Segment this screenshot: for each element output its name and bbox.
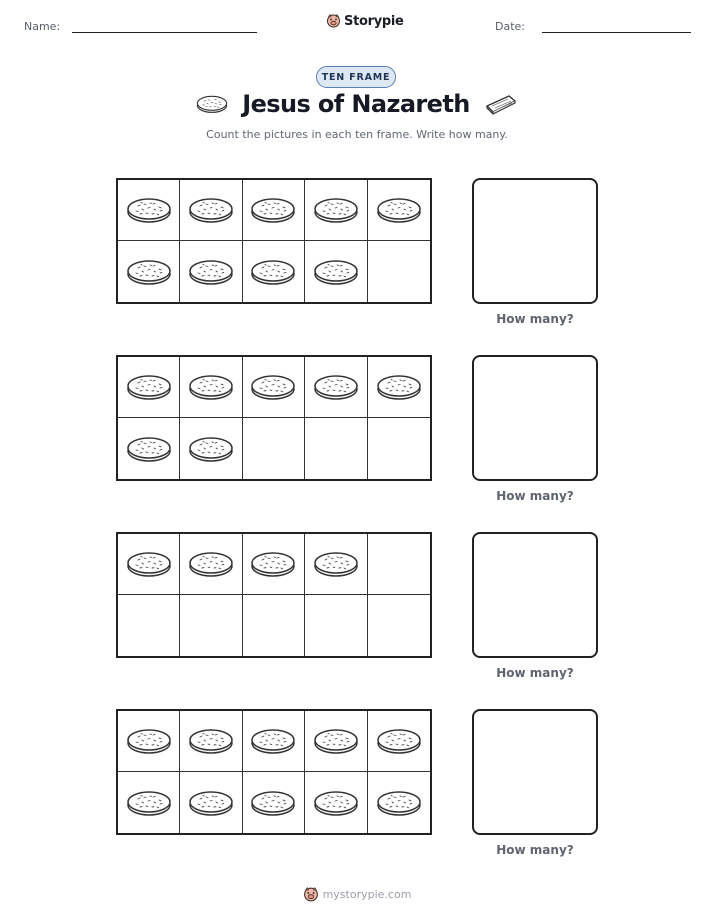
flatbread-icon [313, 789, 359, 817]
frame-cell [243, 180, 305, 241]
flatbread-icon [250, 550, 296, 578]
pig-mascot-icon [326, 13, 341, 29]
flatbread-icon [188, 550, 234, 578]
flatbread-icon [126, 789, 172, 817]
how-many-label-3: How many? [496, 666, 574, 680]
flatbread-icon [376, 789, 422, 817]
flatbread-icon [250, 789, 296, 817]
pig-mascot-icon [303, 886, 319, 903]
instructions: Count the pictures in each ten frame. Write how many. [206, 128, 508, 141]
flatbread-icon [126, 373, 172, 401]
frame-cell [180, 241, 242, 302]
flatbread-icon [126, 435, 172, 463]
how-many-label-1: How many? [496, 312, 574, 326]
frame-cell [180, 357, 242, 418]
brand-logo [326, 13, 404, 29]
flatbread-icon [126, 196, 172, 224]
flatbread-icon [196, 94, 228, 114]
brand-name: Storypie [344, 13, 404, 29]
wooden-plank-icon [484, 93, 518, 115]
frame-cell [368, 711, 430, 772]
ten-frame-4 [116, 709, 432, 835]
frame-cell [118, 357, 180, 418]
frame-cell [118, 772, 180, 833]
date-line[interactable] [542, 32, 691, 33]
how-many-label-4: How many? [496, 843, 574, 857]
date-label: Date: [495, 20, 525, 33]
frame-cell [305, 595, 367, 656]
ten-frame-badge: TEN FRAME [316, 66, 396, 88]
flatbread-icon [313, 258, 359, 286]
flatbread-icon [376, 373, 422, 401]
flatbread-icon [188, 196, 234, 224]
frame-cell [243, 357, 305, 418]
flatbread-icon [188, 435, 234, 463]
name-label: Name: [24, 20, 61, 33]
flatbread-icon [188, 789, 234, 817]
frame-cell [368, 772, 430, 833]
flatbread-icon [376, 196, 422, 224]
flatbread-icon [188, 727, 234, 755]
frame-cell [305, 534, 367, 595]
frame-cell [243, 241, 305, 302]
frame-cell [180, 595, 242, 656]
flatbread-icon [376, 727, 422, 755]
footer [0, 886, 714, 903]
frame-cell [305, 418, 367, 479]
frame-cell [243, 534, 305, 595]
frame-cell [368, 418, 430, 479]
frame-cell [368, 357, 430, 418]
flatbread-icon [126, 727, 172, 755]
frame-cell [368, 241, 430, 302]
answer-box-2[interactable] [472, 355, 598, 481]
flatbread-icon [250, 258, 296, 286]
answer-box-3[interactable] [472, 532, 598, 658]
frame-cell [305, 711, 367, 772]
frame-cell [243, 772, 305, 833]
flatbread-icon [188, 373, 234, 401]
title-row [0, 90, 714, 118]
ten-frame-1 [116, 178, 432, 304]
frame-cell [180, 534, 242, 595]
frame-cell [243, 595, 305, 656]
ten-frame-2 [116, 355, 432, 481]
footer-site: mystorypie.com [322, 888, 412, 901]
frame-cell [368, 595, 430, 656]
flatbread-icon [126, 258, 172, 286]
frame-cell [118, 180, 180, 241]
flatbread-icon [126, 550, 172, 578]
frame-cell [305, 241, 367, 302]
how-many-label-2: How many? [496, 489, 574, 503]
flatbread-icon [188, 258, 234, 286]
frame-cell [118, 534, 180, 595]
flatbread-icon [313, 196, 359, 224]
flatbread-icon [313, 550, 359, 578]
frame-cell [180, 772, 242, 833]
flatbread-icon [313, 727, 359, 755]
flatbread-icon [250, 196, 296, 224]
frame-cell [305, 772, 367, 833]
flatbread-icon [250, 727, 296, 755]
frame-cell [118, 241, 180, 302]
frame-cell [118, 711, 180, 772]
frame-cell [305, 180, 367, 241]
frame-cell [180, 418, 242, 479]
frame-cell [243, 711, 305, 772]
flatbread-icon [250, 373, 296, 401]
frame-cell [180, 180, 242, 241]
frame-cell [243, 418, 305, 479]
answer-box-1[interactable] [472, 178, 598, 304]
page-title: Jesus of Nazareth [242, 90, 470, 118]
flatbread-icon [313, 373, 359, 401]
frame-cell [368, 534, 430, 595]
frame-cell [305, 357, 367, 418]
answer-box-4[interactable] [472, 709, 598, 835]
frame-cell [118, 418, 180, 479]
name-line[interactable] [72, 32, 257, 33]
frame-cell [368, 180, 430, 241]
frame-cell [118, 595, 180, 656]
ten-frame-3 [116, 532, 432, 658]
frame-cell [180, 711, 242, 772]
